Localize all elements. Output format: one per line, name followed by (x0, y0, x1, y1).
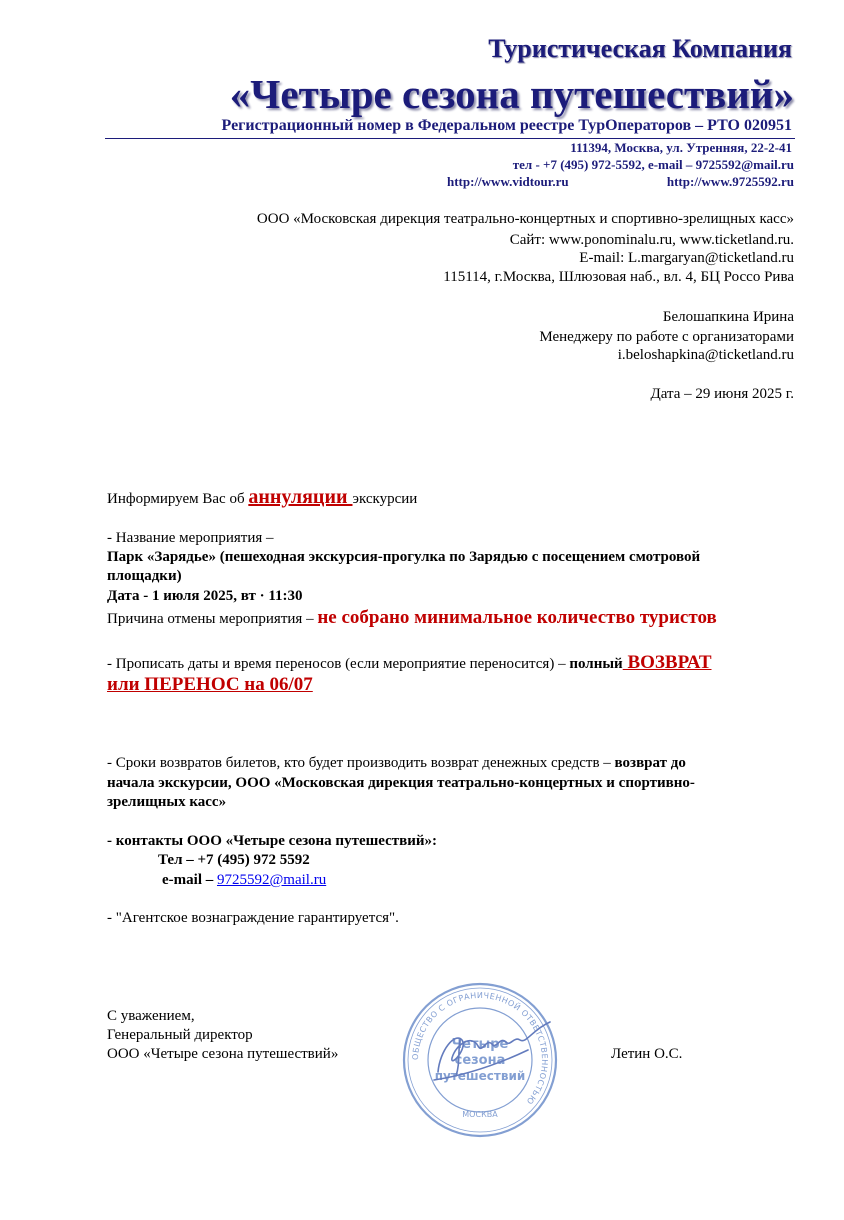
event-name-line2: площадки) (107, 568, 182, 584)
header-divider (105, 138, 795, 139)
stamp-city: МОСКВА (462, 1110, 498, 1119)
recipient-person-email: i.beloshapkina@ticketland.ru (617, 347, 794, 363)
refund-line-1 (107, 755, 686, 772)
refund-label: - Сроки возвратов билетов, кто будет производить возврат денежных средств – (107, 755, 615, 771)
refund-line-3: зрелищных касс» (107, 794, 227, 810)
reschedule-highlight-2: или ПЕРЕНОС на 06/07 (107, 674, 313, 695)
reschedule-line (107, 652, 712, 674)
refund-line-2: начала экскурсии, ООО «Московская дирекция театрально-концертных и спортивно- (107, 775, 695, 791)
reschedule-bold: полный (569, 656, 623, 672)
reason-value: не собрано минимальное количество туристов (317, 607, 717, 628)
recipient-email: E-mail: L.margaryan@ticketland.ru (579, 250, 794, 266)
registration-number: Регистрационный номер в Федеральном реестре ТурОператоров – РТО 020951 (221, 117, 792, 134)
inform-highlight: аннуляции (248, 486, 353, 508)
event-name-line1: Парк «Зарядье» (пешеходная экскурсия-прогулка по Зарядью с посещением смотровой (107, 549, 701, 565)
inform-line (107, 486, 417, 509)
company-url-1[interactable]: http://www.vidtour.ru (447, 174, 569, 189)
company-stamp (400, 980, 560, 1140)
reason-label: Причина отмены мероприятия – (107, 611, 318, 627)
contacts-email-line (162, 872, 326, 889)
letter-date: Дата – 29 июня 2025 г. (650, 386, 794, 402)
signer-org: ООО «Четыре сезона путешествий» (107, 1046, 339, 1062)
company-brand-name: «Четыре сезона путешествий» (229, 71, 794, 117)
stamp-center-line2: сезона (454, 1053, 506, 1068)
recipient-address: 115114, г.Москва, Шлюзовая наб., вл. 4, БЦ Россо Рива (443, 269, 794, 285)
inform-prefix: Информируем Вас об (107, 491, 249, 507)
company-type: Туристическая Компания (488, 34, 792, 63)
event-label: - Название мероприятия – (107, 530, 274, 546)
signer-name: Летин О.С. (611, 1046, 683, 1062)
stamp-center-line3: путешествий (434, 1069, 526, 1083)
contacts-tel: Тел – +7 (495) 972 5592 (158, 852, 310, 868)
company-contacts: тел - +7 (495) 972-5592, e-mail – 9725592@mail.ru (512, 157, 794, 172)
recipient-org: ООО «Московская дирекция театрально-концертных и спортивно-зрелищных касс» (256, 211, 794, 227)
reschedule-highlight-1: ВОЗВРАТ (622, 652, 712, 673)
reason-line (107, 607, 717, 629)
reschedule-label: - Прописать даты и время переносов (если мероприятие переносится) – (107, 656, 570, 672)
stamp-center-line1: Четыре (451, 1037, 509, 1052)
reschedule-line-2 (107, 674, 313, 696)
company-address: 111394, Москва, ул. Утренняя, 22-2-41 (570, 140, 792, 155)
recipient-name: Белошапкина Ирина (662, 309, 794, 325)
stamp-ring-text: ОБЩЕСТВО С ОГРАНИЧЕННОЙ ОТВЕТСТВЕННОСТЬЮ (410, 990, 550, 1107)
company-url-2[interactable]: http://www.9725592.ru (666, 174, 794, 189)
event-date: Дата - 1 июля 2025, вт · 11:30 (107, 588, 303, 604)
contacts-label: - контакты ООО «Четыре сезона путешествий»: (107, 833, 438, 849)
refund-bold-1: возврат до (614, 755, 686, 771)
recipient-site: Сайт: www.ponominalu.ru, www.ticketland.ru. (509, 232, 794, 248)
agent-note: - "Агентское вознаграждение гарантируется". (107, 910, 399, 926)
recipient-position: Менеджеру по работе с организаторами (539, 329, 794, 345)
signer-title: Генеральный директор (107, 1027, 253, 1043)
contacts-email-link[interactable]: 9725592@mail.ru (216, 872, 327, 888)
contacts-email-label: e-mail – (162, 872, 217, 888)
regards: С уважением, (107, 1008, 195, 1024)
inform-suffix: экскурсии (352, 491, 418, 507)
